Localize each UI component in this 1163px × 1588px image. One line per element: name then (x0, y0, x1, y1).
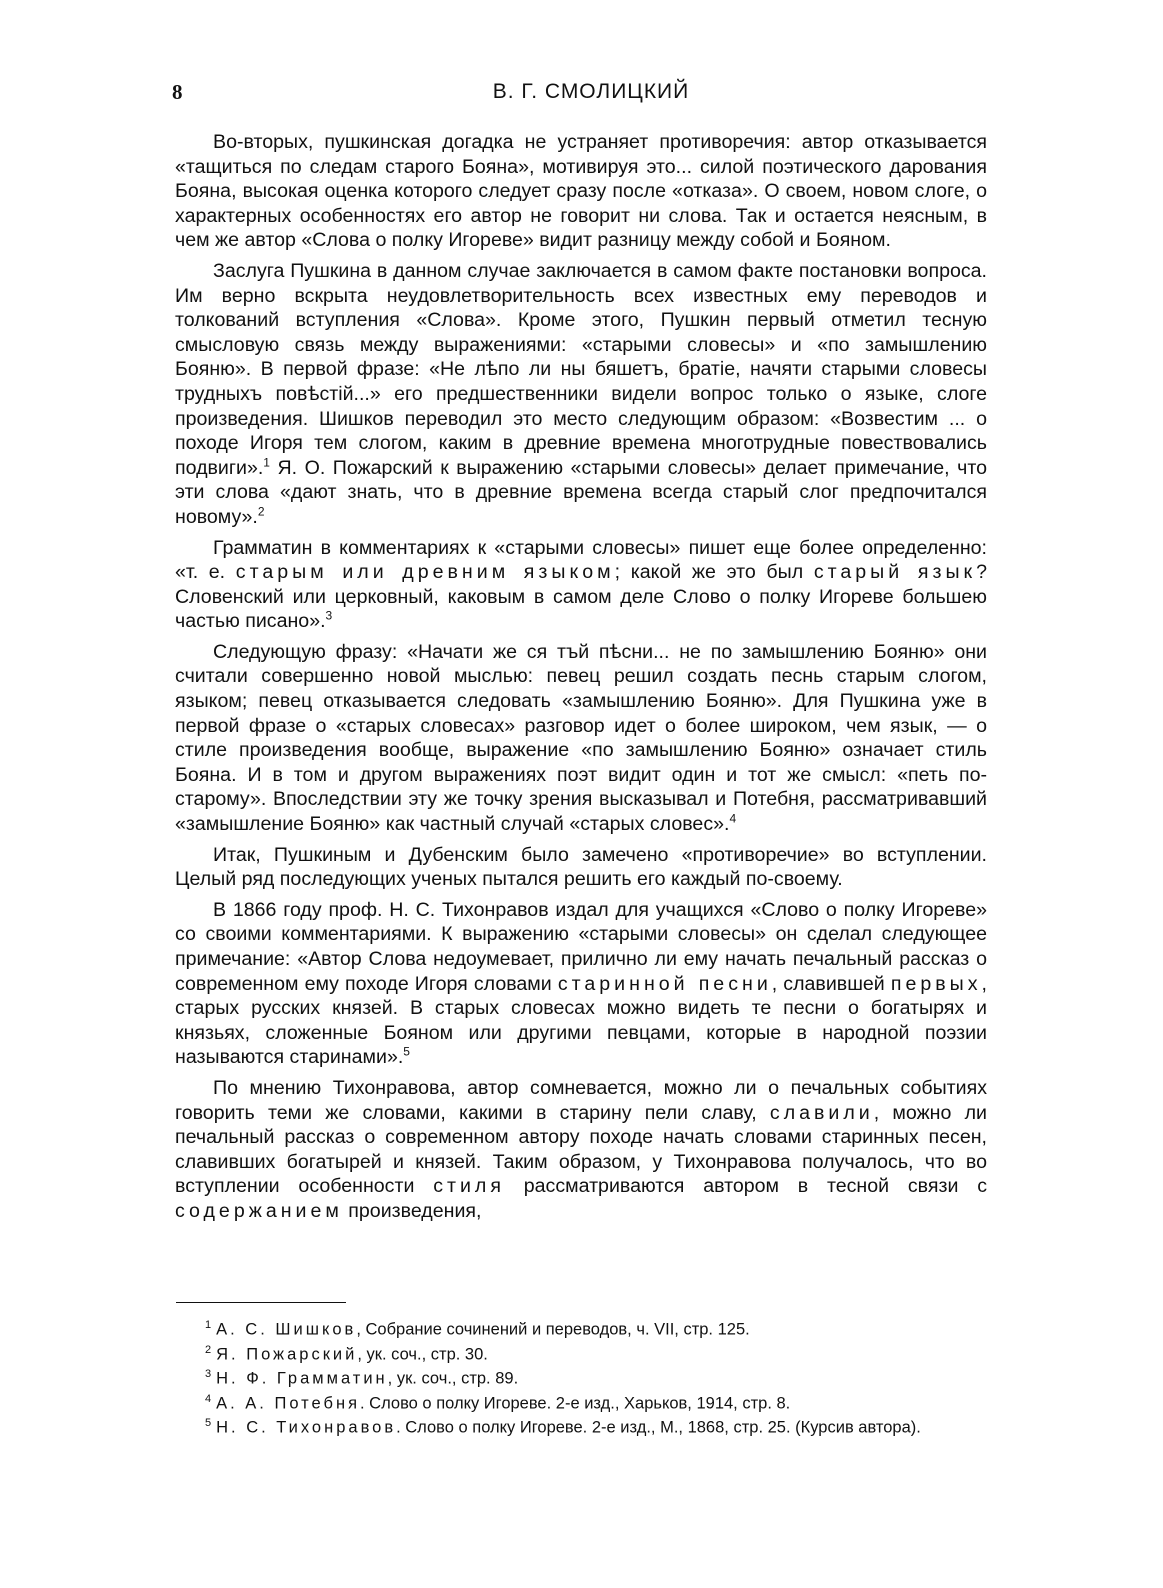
paragraph-7-text-d: произведения, (342, 1199, 482, 1222)
paragraph-1-text: Во-вторых, пушкинская догадка не устраняет противоречия: автор отказывается «тащиться по следам старого Бояна», мотивируя это... силой поэтического дарования Бояна, высокая оценка которого следует сразу после «отказа». О своем, новом слоге, о характерных особенностях его автор не говорит ни слова. Так и остается неясным, в чем же автор «Слова о полку Игореве» видит разницу между собой и Бояном. (175, 131, 987, 252)
paragraph-3-text-c: ? Словенский или церковный, каковым в самом деле Слово о полку Игореве большею частью писано». (175, 561, 988, 633)
footnote-5 (175, 1413, 987, 1438)
paragraph-2-text: Заслуга Пушкина в данном случае заключается в самом факте постановки вопроса. Им верно вскрыта неудовлетворительность всех известных ему переводов и толкований вступления «Слова». Кроме этого, Пушкин первый отметил тесную смысловую связь между выражениями: «старыми словесы» и «по замышлению Бояню». В первой фразе: «Не лѣпо ли ны бяшетъ, братіе, начяти старыми словесы трудныхъ повѣстій...» его предшественники видели вопрос только о языке, слоге произведения. Шишков переводил это место следующим образом: «Возвестим ... о походе Игоря тем слогом, каким в древние времена многотрудные повествовались подвиги». (175, 259, 987, 479)
paragraph-4 (175, 640, 987, 837)
running-head-author: В. Г. СМОЛИЦКИЙ (492, 80, 690, 103)
paragraph-6-text-c: , старых русских князей. В старых словесах можно видеть те песни о богатырях и князьях, сложенные Бояном или другими певцами, которые в народной поэзии называются старинами». (175, 972, 987, 1069)
footnote-author: Н. Ф. Грамматин (216, 1369, 388, 1388)
paragraph-2-continuation: Я. О. Пожарский к выражению «старыми словесы» делает примечание, что эти слова «дают знать, что в древние времена всегда старый слог предпочитался новому». (175, 456, 987, 528)
spaced-emphasis: старинной песни (557, 972, 772, 995)
paragraph-6-text-a: В 1866 году проф. Н. С. Тихонравов издал для учащихся «Слово о полку Игореве» со своими комментариями. К выражению «старыми словесы» он сделал следующее примечание: «Автор Слова недоумевает, прилично ли ему начать печальный рассказ о современном ему походе Игоря словами (175, 898, 987, 995)
paragraph-1 (175, 130, 987, 253)
spaced-emphasis: старый язык (813, 561, 977, 584)
paragraph-7-text-a: По мнению Тихонравова, автор сомневается, можно ли о печальных событиях говорить теми же словами, какими в старину пели славу, (175, 1076, 987, 1124)
footnote-separator (176, 1302, 346, 1303)
footnote-number: 1 (205, 1319, 212, 1331)
page-number: 8 (172, 80, 183, 104)
footnote-1 (175, 1315, 987, 1340)
spaced-emphasis: содержанием (175, 1199, 343, 1222)
paragraph-2 (175, 259, 987, 530)
paragraph-6-text-b: , славившей (771, 972, 891, 995)
footnote-text: . Слово о полку Игореве. 2-е изд., Харьков, 1914, стр. 8. (360, 1394, 791, 1412)
footnote-ref-3: 3 (325, 608, 333, 623)
spaced-emphasis: первых (890, 972, 982, 995)
paragraph-7-text-b: , можно ли печальный рассказ о современном автору походе начать словами старинных песен, славивших богатырей и князей. Таким образом, у Тихонравова получалось, что во вступлении особенности (175, 1101, 987, 1198)
footnote-number: 2 (205, 1343, 212, 1356)
footnote-number: 3 (205, 1368, 212, 1380)
paragraph-3 (175, 536, 987, 634)
paragraph-6 (175, 898, 987, 1070)
paragraph-5 (175, 843, 987, 892)
footnote-author: А. А. Потебня (216, 1394, 361, 1412)
spaced-emphasis: стиля (433, 1175, 505, 1198)
footnote-3 (175, 1364, 987, 1389)
footnote-author: А. С. Шишков (216, 1320, 357, 1339)
footnote-author: Я. Пожарский (216, 1345, 358, 1363)
footnote-author: Н. С. Тихонравов (216, 1418, 397, 1437)
footnote-text: . Слово о полку Игореве. 2-е изд., М., 1868, стр. 25. (Курсив автора). (396, 1418, 921, 1437)
footnotes (175, 1315, 987, 1438)
paragraph-3-text-a: Грамматин в комментариях к «старыми словесы» пишет еще более определенно: «т. е. (175, 536, 987, 584)
footnote-number: 5 (205, 1417, 212, 1429)
footnote-ref-4: 4 (729, 811, 737, 826)
footnote-4 (175, 1389, 987, 1414)
footnote-ref-5: 5 (403, 1044, 410, 1059)
paragraph-4-text: Следующую фразу: «Начати же ся тъй пѣсни... не по замышлению Бояню» они считали совершенно новой мыслью: певец решил создать песнь старым слогом, языком; певец отказывается следовать «замышлению Бояню». Для Пушкина уже в первой фразе о «старых словесах» разговор идет о более широком, чем язык, — о стиле произведения вообще, выражение «по замышлению Бояню» означает стиль Бояна. И в том и другом выражениях поэт видит один и тот же смысл: «петь по-старому». Впоследствии эту же точку зрения высказывал и Потебня, рассматривавший «замышление Бояню» как частный случай «старых словес». (175, 640, 987, 836)
spaced-emphasis: славили (769, 1101, 874, 1124)
footnote-text: , Собрание сочинений и переводов, ч. VII, стр. 125. (356, 1320, 750, 1339)
main-text (175, 130, 987, 1224)
paragraph-3-text-b: ; какой же это был (614, 561, 814, 584)
page-header (172, 80, 990, 110)
spaced-emphasis: старым или древним языком (235, 561, 615, 584)
footnote-ref-1: 1 (263, 455, 270, 470)
paragraph-7 (175, 1076, 987, 1224)
paragraph-5-text: Итак, Пушкиным и Дубенским было замечено «противоречие» во вступлении. Целый ряд последующих ученых пытался решить его каждый по-своему. (175, 843, 987, 891)
footnote-text: , ук. соч., стр. 89. (387, 1369, 519, 1388)
paragraph-7-text-c: рассматриваются автором в тесной связи с (504, 1175, 987, 1198)
footnote-text: , ук. соч., стр. 30. (357, 1345, 488, 1363)
footnote-number: 4 (205, 1392, 212, 1405)
footnote-ref-2: 2 (257, 504, 265, 519)
footnote-2 (175, 1340, 987, 1365)
